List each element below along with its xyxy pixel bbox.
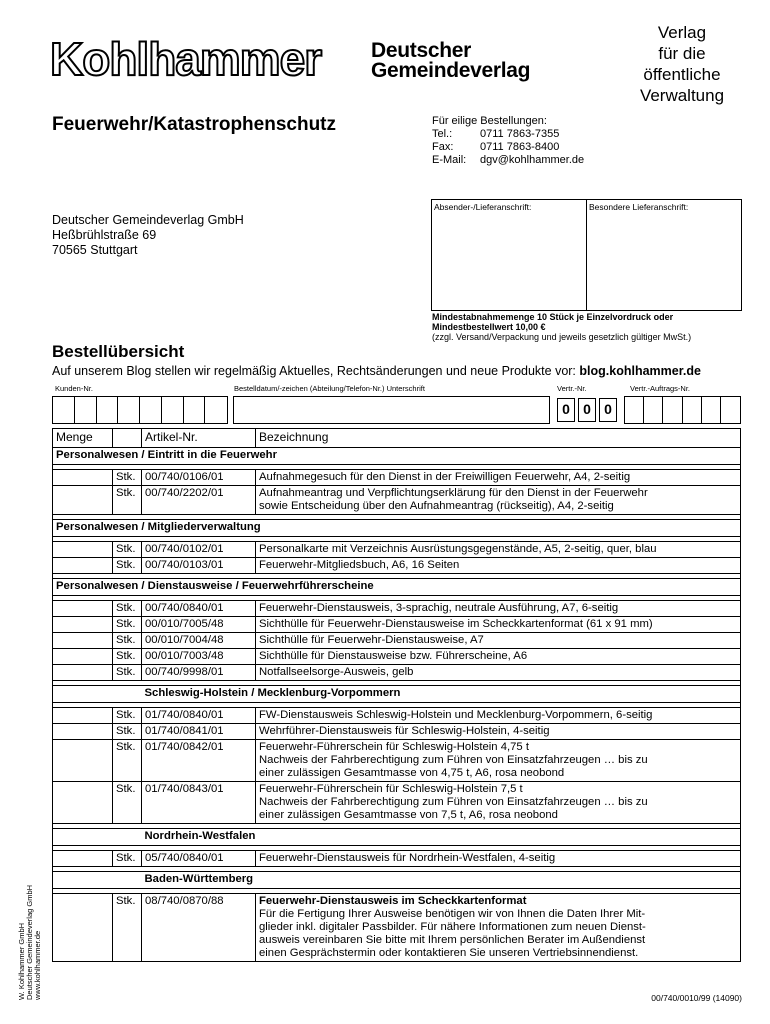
blog-text: Auf unserem Blog stellen wir regelmäßig Aktuelles, Rechtsänderungen und neue Produkte vor: — [52, 364, 580, 378]
fax-value: 0711 7863-8400 — [480, 141, 560, 153]
quantity-input[interactable] — [53, 542, 113, 558]
special-address-field[interactable] — [587, 200, 741, 310]
section-title: Personalwesen / Mitgliederverwaltung — [53, 520, 741, 537]
fax-label: Fax: — [432, 141, 454, 153]
email-label: E-Mail: — [432, 154, 467, 166]
quantity-input[interactable] — [53, 851, 113, 867]
table-row — [53, 601, 741, 617]
rep-digit-box: 0 — [578, 398, 596, 422]
overview-heading: Bestellübersicht — [52, 342, 185, 361]
rep-number-label: Vertr.-Nr. — [557, 384, 587, 393]
tagline-line: Verwaltung — [639, 86, 725, 105]
description-line: Aufnahmegesuch für den Dienst in der Freiwilligen Feuerwehr, A4, 2-seitig — [259, 471, 631, 483]
blog-link[interactable]: blog.kohlhammer.de — [579, 364, 701, 378]
description-cell — [256, 740, 741, 782]
section-row — [53, 448, 741, 465]
quantity-input[interactable] — [53, 649, 113, 665]
article-number: 00/740/2202/01 — [142, 486, 256, 515]
table-header-row — [53, 429, 741, 448]
minimum-line: (zzgl. Versand/Verpackung und jeweils gesetzlich gültiger MwSt.) — [432, 332, 692, 342]
quantity-input[interactable] — [53, 894, 113, 962]
section-row — [53, 520, 741, 537]
order-date-field[interactable] — [233, 396, 550, 424]
description-line: Feuerwehr-Führerschein für Schleswig-Holstein 4,75 t — [259, 741, 529, 753]
imprint-line: www.kohlhammer.de — [33, 930, 42, 1000]
header-description: Bezeichnung — [256, 429, 741, 448]
description-cell — [256, 894, 741, 962]
description-cell — [256, 542, 741, 558]
customer-number-label: Kunden-Nr. — [55, 384, 93, 393]
contact-heading: Für eilige Bestellungen: — [432, 115, 547, 127]
sender-address-label: Absender-/Lieferanschrift: — [434, 202, 532, 212]
article-number: 01/740/0841/01 — [142, 724, 256, 740]
quantity-input[interactable] — [53, 708, 113, 724]
tagline-line: öffentliche — [643, 65, 721, 84]
minimum-line: Mindestbestellwert 10,00 € — [432, 322, 546, 332]
imprint-line: Deutscher Gemeindeverlag GmbH — [25, 884, 34, 1000]
description-cell — [256, 649, 741, 665]
quantity-input[interactable] — [53, 665, 113, 681]
section-title: Schleswig-Holstein / Mecklenburg-Vorpommern — [142, 686, 741, 703]
tel-label: Tel.: — [432, 128, 453, 140]
logo-line-2: Gemeindeverlag — [371, 59, 531, 82]
unit-cell: Stk. — [113, 724, 142, 740]
header-quantity: Menge — [53, 429, 113, 448]
minimum-line: Mindestabnahmemenge 10 Stück je Einzelvordruck oder — [432, 312, 674, 322]
imprint-line: W. Kohlhammer GmbH — [17, 922, 26, 1000]
unit-cell: Stk. — [113, 894, 142, 962]
section-row — [53, 829, 741, 846]
unit-cell: Stk. — [113, 851, 142, 867]
description-line: einer zulässigen Gesamtmasse von 7,5 t, A6, rosa neobond — [259, 809, 558, 821]
page-title: Feuerwehr/Katastrophenschutz — [52, 114, 336, 135]
description-line: Feuerwehr-Führerschein für Schleswig-Holstein 7,5 t — [259, 783, 523, 795]
table-row — [53, 617, 741, 633]
table-row — [53, 470, 741, 486]
unit-cell: Stk. — [113, 486, 142, 515]
description-line: Sichthülle für Dienstausweise bzw. Führerscheine, A6 — [259, 650, 528, 662]
section-title: Nordrhein-Westfalen — [142, 829, 741, 846]
description-line: ausweis vereinbaren Sie bitte mit Ihrem persönlichen Berater im Außendienst — [259, 934, 646, 946]
blog-note — [52, 364, 701, 378]
kohlhammer-logo: Kohlhammer — [50, 33, 322, 85]
publisher-tagline — [622, 22, 742, 106]
article-number: 05/740/0840/01 — [142, 851, 256, 867]
table-row — [53, 851, 741, 867]
description-line: FW-Dienstausweis Schleswig-Holstein und Mecklenburg-Vorpommern, 6-seitig — [259, 709, 653, 721]
quantity-input[interactable] — [53, 724, 113, 740]
description-line: glieder inkl. digitaler Passbilder. Für nähere Informationen zum neuen Dienst- — [259, 921, 646, 933]
quantity-input[interactable] — [53, 558, 113, 574]
header-unit — [113, 429, 142, 448]
description-cell — [256, 617, 741, 633]
unit-cell: Stk. — [113, 708, 142, 724]
rep-order-number-label: Vertr.-Auftrags-Nr. — [630, 384, 691, 393]
table-row — [53, 558, 741, 574]
address-line: Heßbrühlstraße 69 — [52, 228, 157, 242]
form-code: 00/740/0010/99 (14090) — [651, 993, 742, 1003]
description-line: Feuerwehr-Dienstausweis im Scheckkartenformat — [259, 895, 527, 907]
article-number: 00/740/0103/01 — [142, 558, 256, 574]
logo-line-1: Deutscher — [371, 39, 472, 62]
article-number: 01/740/0843/01 — [142, 782, 256, 824]
article-number: 00/740/0106/01 — [142, 470, 256, 486]
description-line: Wehrführer-Dienstausweis für Schleswig-Holstein, 4-seitig — [259, 725, 550, 737]
description-cell — [256, 724, 741, 740]
contact-block — [432, 115, 584, 167]
table-row — [53, 649, 741, 665]
table-row — [53, 486, 741, 515]
quantity-input[interactable] — [53, 740, 113, 782]
description-cell — [256, 633, 741, 649]
unit-cell: Stk. — [113, 542, 142, 558]
article-number: 00/740/0102/01 — [142, 542, 256, 558]
description-cell — [256, 470, 741, 486]
address-line: 70565 Stuttgart — [52, 243, 138, 257]
unit-cell: Stk. — [113, 649, 142, 665]
table-row — [53, 633, 741, 649]
description-line: Nachweis der Fahrberechtigung zum Führen von Einsatzfahrzeugen … bis zu — [259, 796, 648, 808]
table-row — [53, 894, 741, 962]
description-cell — [256, 558, 741, 574]
section-title: Personalwesen / Eintritt in die Feuerwehr — [53, 448, 741, 465]
description-line: Feuerwehr-Mitgliedsbuch, A6, 16 Seiten — [259, 559, 460, 571]
section-indent — [53, 829, 142, 846]
article-number: 00/740/9998/01 — [142, 665, 256, 681]
article-number: 00/740/0840/01 — [142, 601, 256, 617]
tagline-line: für die — [658, 44, 706, 63]
unit-cell: Stk. — [113, 617, 142, 633]
table-row — [53, 665, 741, 681]
delivery-address-box — [431, 199, 742, 311]
description-line: Notfallseelsorge-Ausweis, gelb — [259, 666, 414, 678]
description-line: Sichthülle für Feuerwehr-Dienstausweise im Scheckkartenformat (61 x 91 mm) — [259, 618, 653, 630]
description-line: einen Gesprächstermin oder kontaktieren Sie unseren Vertriebsinnendienst. — [259, 947, 639, 959]
quantity-input[interactable] — [53, 601, 113, 617]
description-line: Aufnahmeantrag und Verpflichtungserklärung für den Dienst in der Feuerwehr — [259, 487, 648, 499]
unit-cell: Stk. — [113, 782, 142, 824]
section-title: Baden-Württemberg — [142, 872, 741, 889]
article-number: 00/010/7003/48 — [142, 649, 256, 665]
rep-digit-box: 0 — [599, 398, 617, 422]
article-number: 00/010/7005/48 — [142, 617, 256, 633]
recipient-address — [52, 213, 244, 258]
description-line: einer zulässigen Gesamtmasse von 4,75 t, A6, rosa neobond — [259, 767, 565, 779]
section-row — [53, 872, 741, 889]
address-line: Deutscher Gemeindeverlag GmbH — [52, 213, 244, 227]
quantity-input[interactable] — [53, 470, 113, 486]
section-title: Personalwesen / Dienstausweise / Feuerwehrführerscheine — [53, 579, 741, 596]
table-row — [53, 782, 741, 824]
unit-cell: Stk. — [113, 665, 142, 681]
table-row — [53, 708, 741, 724]
article-number: 00/010/7004/48 — [142, 633, 256, 649]
quantity-input[interactable] — [53, 617, 113, 633]
section-row — [53, 686, 741, 703]
description-cell — [256, 665, 741, 681]
tagline-line: Verlag — [657, 23, 707, 42]
unit-cell: Stk. — [113, 740, 142, 782]
section-indent — [53, 686, 142, 703]
description-line: Sichthülle für Feuerwehr-Dienstausweise, A7 — [259, 634, 484, 646]
description-cell — [256, 601, 741, 617]
rep-order-number-field[interactable] — [624, 396, 741, 424]
description-cell — [256, 486, 741, 515]
tel-value[interactable]: 0711 7863-7355 — [480, 128, 560, 140]
dgv-logo — [371, 41, 530, 81]
sender-address-field[interactable] — [432, 200, 587, 310]
table-row — [53, 740, 741, 782]
quantity-input[interactable] — [53, 782, 113, 824]
description-line: Für die Fertigung Ihrer Ausweise benötigen wir von Ihnen die Daten Ihrer Mit- — [259, 908, 646, 920]
table-row — [53, 542, 741, 558]
article-number: 01/740/0840/01 — [142, 708, 256, 724]
unit-cell: Stk. — [113, 633, 142, 649]
section-indent — [53, 872, 142, 889]
description-line: Feuerwehr-Dienstausweis für Nordrhein-Westfalen, 4-seitig — [259, 852, 556, 864]
header-article: Artikel-Nr. — [142, 429, 256, 448]
unit-cell: Stk. — [113, 470, 142, 486]
article-number: 01/740/0842/01 — [142, 740, 256, 782]
email-link[interactable]: dgv@kohlhammer.de — [480, 154, 585, 166]
minimum-order-note — [432, 312, 691, 342]
customer-number-field[interactable] — [52, 396, 228, 424]
order-table — [52, 428, 741, 962]
side-imprint — [18, 885, 42, 1000]
description-line: Personalkarte mit Verzeichnis Ausrüstungsgegenstände, A5, 2-seitig, quer, blau — [259, 543, 657, 555]
description-cell — [256, 782, 741, 824]
description-cell — [256, 851, 741, 867]
section-row — [53, 579, 741, 596]
description-line: sowie Entscheidung über den Aufnahmeantrag (rückseitig), A4, 2-seitig — [259, 500, 614, 512]
table-row — [53, 724, 741, 740]
unit-cell: Stk. — [113, 558, 142, 574]
quantity-input[interactable] — [53, 633, 113, 649]
description-line: Feuerwehr-Dienstausweis, 3-sprachig, neutrale Ausführung, A7, 6-seitig — [259, 602, 619, 614]
rep-digit-box: 0 — [557, 398, 575, 422]
description-cell — [256, 708, 741, 724]
quantity-input[interactable] — [53, 486, 113, 515]
unit-cell: Stk. — [113, 601, 142, 617]
article-number: 08/740/0870/88 — [142, 894, 256, 962]
order-date-label: Bestelldatum/-zeichen (Abteilung/Telefon-Nr.) Unterschrift — [234, 384, 425, 393]
special-address-label: Besondere Lieferanschrift: — [589, 202, 689, 212]
description-line: Nachweis der Fahrberechtigung zum Führen von Einsatzfahrzeugen … bis zu — [259, 754, 648, 766]
